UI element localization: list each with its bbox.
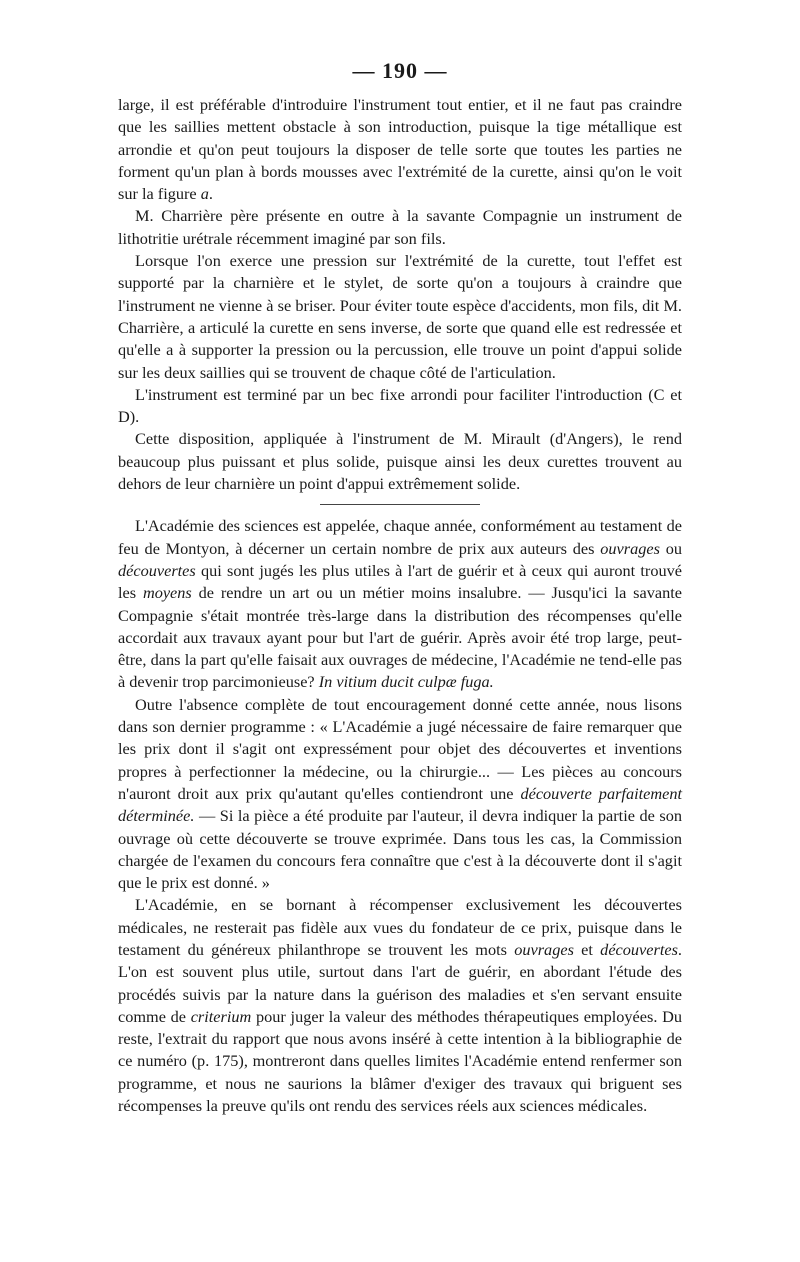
- page-number: — 190 —: [352, 58, 448, 83]
- paragraph: Cette disposition, appliquée à l'instrument de M. Mirault (d'Angers), le rend beaucoup plus puissant et plus solide, puisque ainsi les deux curettes trouvent au dehors de leur charnière un point d'appui extrêmement solide.: [118, 429, 682, 494]
- paragraph: M. Charrière père présente en outre à la savante Compagnie un instrument de lithotritie urétrale récemment imaginé par son fils.: [118, 206, 682, 248]
- section-divider: [320, 504, 480, 505]
- italic-text: moyens: [142, 583, 192, 603]
- italic-text: In vitium ducit culpæ fuga.: [318, 672, 494, 692]
- paragraph: L'instrument est terminé par un bec fixe arrondi pour faciliter l'introduction (C et D).: [118, 384, 682, 427]
- italic-text: ouvrages: [514, 939, 574, 959]
- italic-text: découverte parfaitement déterminée.: [118, 783, 683, 826]
- paragraph: L'Académie, en se bornant à récompenser exclusivement les découvertes médicales, ne resterait pas fidèle aux vues du fondateur de ce prix, puisque dans le testament du généreux philanthrope se trouvent les mots ouvrages et découvertes. L'on est souvent plus utile, surtout dans l'art de guérir, en abordant l'étude des procédés suivis par la nature dans la guérison des maladies et s'en servant ensuite comme de criterium pour juger la valeur des méthodes thérapeutiques employées. Du reste, l'extrait du rapport que nous avons inséré à cette intention à la bibliographie de ce numéro (p. 175), montreront dans quelles limites l'Académie entend renfermer son programme, et nous ne saurions la blâmer d'exiger des travaux qui briguent ses récompenses la preuve qu'ils ont rendu des services réels aux sciences médicales.: [118, 895, 682, 1116]
- section-academie: [118, 515, 682, 1117]
- paragraph: Lorsque l'on exerce une pression sur l'extrémité de la curette, tout l'effet est supporté par la charnière et le stylet, de sorte qu'on a toujours à craindre que l'instrument ne vienne à se briser. Pour éviter toute espèce d'accidents, mon fils, dit M. Charrière, a articulé la curette en sens inverse, de sorte que quand elle est redressée et qu'elle a à supporter la pression ou la percussion, elle trouve un point d'appui solide sur les deux saillies qui se trouvent de chaque côté de l'articulation.: [118, 251, 682, 382]
- section-instrument: [118, 94, 682, 495]
- italic-text: criterium: [190, 1006, 252, 1026]
- paragraph: Outre l'absence complète de tout encouragement donné cette année, nous lisons dans son dernier programme : « L'Académie a jugé nécessaire de faire remarquer que les prix dont il s'agit ont expressément pour objet des découvertes et inventions propres à perfectionner la médecine, ou la chirurgie... — Les pièces au concours n'auront droit aux prix qu'autant qu'elles contiendront une découverte parfaitement déterminée. — Si la pièce a été produite par l'auteur, il devra indiquer la partie de son ouvrage où cette découverte se trouve exprimée. Dans tous les cas, la Commission chargée de l'examen du concours fera connaître que c'est à la découverte dont il s'agit que le prix est donné. »: [118, 694, 683, 893]
- paragraph: large, il est préférable d'introduire l'instrument tout entier, et il ne faut pas craindre que les saillies mettent obstacle à son introduction, puisque la tige métallique est arrondie et qu'on peut toujours la disposer de telle sorte que toutes les parties ne forment qu'un plan à bords mousses avec l'extrémité de la curette, ainsi qu'on le voit sur la figure a.: [118, 95, 682, 204]
- paragraph: L'Académie des sciences est appelée, chaque année, conformément au testament de feu de Montyon, à décerner un certain nombre de prix aux auteurs des ouvrages ou découvertes qui sont jugés les plus utiles à l'art de guérir et à ceux qui auront trouvé les moyens de rendre un art ou un métier moins insalubre. — Jusqu'ici la savante Compagnie s'était montrée très-large dans la distribution des récompenses qu'elle accordait aux travaux ayant pour but l'art de guérir. Après avoir été trop large, peut-être, dans la part qu'elle faisait aux ouvrages de médecine, l'Académie ne tend-elle pas à devenir trop parcimonieuse? In vitium ducit culpæ fuga.: [118, 516, 683, 692]
- italic-text: découvertes: [600, 939, 678, 959]
- italic-text: ouvrages: [600, 538, 660, 558]
- italic-text: a: [200, 184, 209, 204]
- italic-text: découvertes: [118, 560, 196, 580]
